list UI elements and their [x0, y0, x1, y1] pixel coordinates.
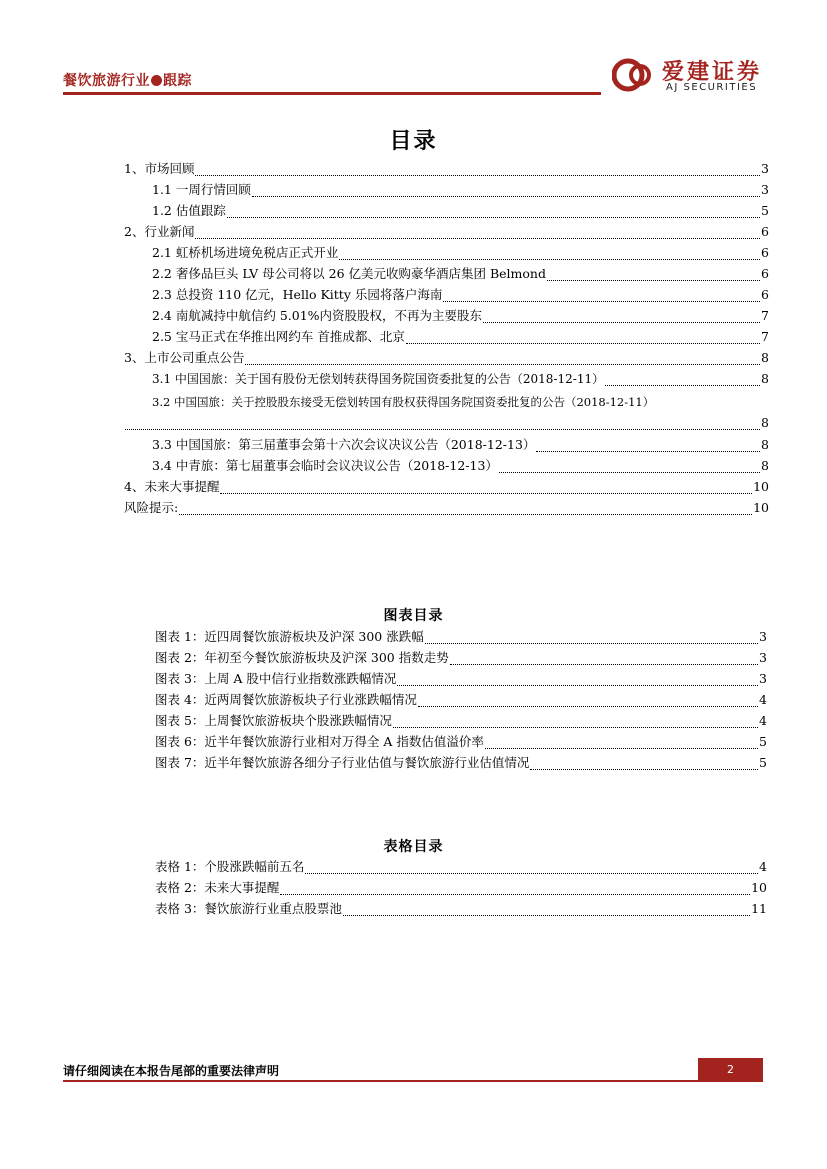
company-logo	[612, 55, 772, 95]
toc-entry-4[interactable]	[124, 478, 769, 496]
toc-entry-text: 2.4 南航减持中航信约 5.01%内资股股权，不再为主要股东	[152, 308, 483, 323]
header-rule	[63, 92, 601, 95]
dot-leader	[547, 268, 760, 281]
dot-leader	[536, 439, 760, 452]
dot-leader	[605, 373, 760, 386]
dot-leader	[339, 247, 760, 260]
table-entry-page: 11	[751, 901, 767, 916]
figure-entry-text: 图表 3：上周 A 股中信行业指数涨跌幅情况	[155, 671, 397, 686]
dot-leader	[418, 694, 758, 707]
toc-entry-text: 2.3 总投资 110 亿元，Hello Kitty 乐园将落户海南	[152, 287, 443, 302]
figure-entry-page: 5	[759, 755, 767, 770]
table-entry-page: 10	[751, 880, 767, 895]
toc-entry-text: 3、上市公司重点公告	[124, 350, 245, 365]
toc-entry-1-2[interactable]	[152, 202, 769, 220]
toc-entry-3-1[interactable]	[152, 370, 769, 388]
dot-leader	[252, 184, 760, 197]
toc-entry-3-4[interactable]	[152, 457, 769, 475]
toc-entry-2-2[interactable]	[152, 265, 769, 283]
figure-entry-text: 图表 2：年初至今餐饮旅游板块及沪深 300 指数走势	[155, 650, 449, 665]
toc-entry-3-2[interactable]	[152, 393, 769, 411]
logo-english-name: AJ SECURITIES	[666, 82, 758, 93]
page-number: 2	[698, 1058, 763, 1082]
figure-entry-7[interactable]	[155, 754, 767, 772]
figure-entry-5[interactable]	[155, 712, 767, 730]
toc-entry-page: 8	[761, 371, 769, 386]
figure-entry-2[interactable]	[155, 649, 767, 667]
legal-notice: 请仔细阅读在本报告尾部的重要法律声明	[63, 1064, 280, 1078]
toc-entry-risk[interactable]	[124, 499, 769, 517]
toc-entry-2[interactable]	[124, 223, 769, 241]
figure-entry-6[interactable]	[155, 733, 767, 751]
toc-entry-page: 8	[761, 350, 769, 365]
bullet-dot-icon	[151, 75, 162, 86]
dot-leader	[343, 903, 750, 916]
toc-entry-text: 3.4 中青旅：第七届董事会临时会议决议公告（2018-12-13）	[152, 458, 498, 473]
figure-entry-text: 图表 6：近半年餐饮旅游行业相对万得全 A 指数估值溢价率	[155, 734, 484, 749]
toc-entry-page: 10	[753, 479, 769, 494]
dot-leader	[483, 310, 760, 323]
toc-entry-text: 1.2 估值跟踪	[152, 203, 226, 218]
table-entry-text: 表格 1：个股涨跌幅前五名	[155, 859, 305, 874]
toc-entry-page: 6	[761, 287, 769, 302]
figure-entry-page: 3	[759, 629, 767, 644]
toc-entry-2-1[interactable]	[152, 244, 769, 262]
table-entry-1[interactable]	[155, 858, 767, 876]
table-entry-text: 表格 3：餐饮旅游行业重点股票池	[155, 901, 342, 916]
dot-leader	[195, 226, 760, 239]
toc-entry-text: 3.1 中国国旅：关于国有股份无偿划转获得国务院国资委批复的公告（2018-12-11）	[152, 372, 605, 386]
figure-entry-text: 图表 7：近半年餐饮旅游各细分子行业估值与餐饮旅游行业估值情况	[155, 755, 530, 770]
dot-leader	[245, 352, 760, 365]
figure-entry-page: 3	[759, 650, 767, 665]
toc-entry-text: 2.1 虹桥机场进境免税店正式开业	[152, 245, 339, 260]
toc-entry-text: 2.2 奢侈品巨头 LV 母公司将以 26 亿美元收购豪华酒店集团 Belmond	[152, 266, 546, 281]
toc-entry-page: 3	[761, 161, 769, 176]
dot-leader	[227, 205, 760, 218]
dot-leader	[220, 481, 752, 494]
table-entry-3[interactable]	[155, 900, 767, 918]
toc-entry-text: 2、行业新闻	[124, 224, 195, 239]
toc-entry-3[interactable]	[124, 349, 769, 367]
dot-leader	[530, 757, 758, 770]
toc-entry-page: 8	[761, 458, 769, 473]
toc-entry-3-3[interactable]	[152, 436, 769, 454]
figure-entry-page: 4	[759, 692, 767, 707]
figure-entry-1[interactable]	[155, 628, 767, 646]
toc-entry-1-1[interactable]	[152, 181, 769, 199]
figure-entry-text: 图表 5：上周餐饮旅游板块个股涨跌幅情况	[155, 713, 392, 728]
dot-leader	[485, 736, 758, 749]
toc-entry-text: 4、未来大事提醒	[124, 479, 220, 494]
logo-chinese-name: 爱建证券	[662, 60, 763, 85]
toc-entry-page: 3	[761, 182, 769, 197]
toc-entry-page: 8	[761, 415, 769, 430]
table-entry-page: 4	[759, 859, 767, 874]
page-title: 目录	[389, 129, 438, 154]
dot-leader	[443, 289, 760, 302]
toc-entry-page: 7	[761, 308, 769, 323]
logo-mark-icon	[612, 55, 656, 95]
toc-entry-text: 风险提示:	[124, 500, 179, 515]
dot-leader	[393, 715, 758, 728]
toc-entry-page: 5	[761, 203, 769, 218]
dot-leader	[450, 652, 758, 665]
dot-leader	[499, 460, 760, 473]
category-left: 餐饮旅游行业	[63, 73, 150, 89]
toc-entry-page: 7	[761, 329, 769, 344]
toc-entry-text: 3.3 中国国旅：第三届董事会第十六次会议决议公告（2018-12-13）	[152, 437, 536, 452]
table-entry-text: 表格 2：未来大事提醒	[155, 880, 280, 895]
toc-entry-page: 6	[761, 224, 769, 239]
toc-entry-text: 1.1 一周行情回顾	[152, 182, 251, 197]
toc-entry-page: 6	[761, 266, 769, 281]
dot-leader	[425, 631, 758, 644]
dot-leader	[179, 502, 752, 515]
dot-leader	[406, 331, 760, 344]
toc-entry-text: 3.2 中国国旅：关于控股股东接受无偿划转国有股权获得国务院国资委批复的公告（2018-12-11）	[152, 395, 655, 409]
dot-leader	[195, 163, 760, 176]
dot-leader	[125, 417, 760, 430]
footer-rule	[63, 1080, 763, 1082]
toc-entry-text: 1、市场回顾	[124, 161, 195, 176]
toc-entry-2-5[interactable]	[152, 328, 769, 346]
table-entry-2[interactable]	[155, 879, 767, 897]
dot-leader	[280, 882, 750, 895]
toc-entry-text: 2.5 宝马正式在华推出网约车 首推成都、北京	[152, 329, 405, 344]
figure-entry-3[interactable]	[155, 670, 767, 688]
tables-title: 表格目录	[383, 839, 444, 855]
figures-title: 图表目录	[383, 608, 444, 624]
figure-entry-4[interactable]	[155, 691, 767, 709]
figure-entry-page: 3	[759, 671, 767, 686]
figure-entry-page: 5	[759, 734, 767, 749]
toc-entry-1[interactable]	[124, 160, 769, 178]
toc-entry-page: 8	[761, 437, 769, 452]
dot-leader	[305, 861, 758, 874]
figure-entry-text: 图表 1：近四周餐饮旅游板块及沪深 300 涨跌幅	[155, 629, 424, 644]
toc-entry-page: 10	[753, 500, 769, 515]
toc-entry-page: 6	[761, 245, 769, 260]
toc-entry-2-4[interactable]	[152, 307, 769, 325]
toc-entry-3-2-leader	[124, 414, 769, 432]
toc-entry-2-3[interactable]	[152, 286, 769, 304]
report-category	[63, 70, 192, 90]
figure-entry-text: 图表 4：近两周餐饮旅游板块子行业涨跌幅情况	[155, 692, 417, 707]
category-right: 跟踪	[163, 73, 192, 89]
dot-leader	[397, 673, 758, 686]
figure-entry-page: 4	[759, 713, 767, 728]
